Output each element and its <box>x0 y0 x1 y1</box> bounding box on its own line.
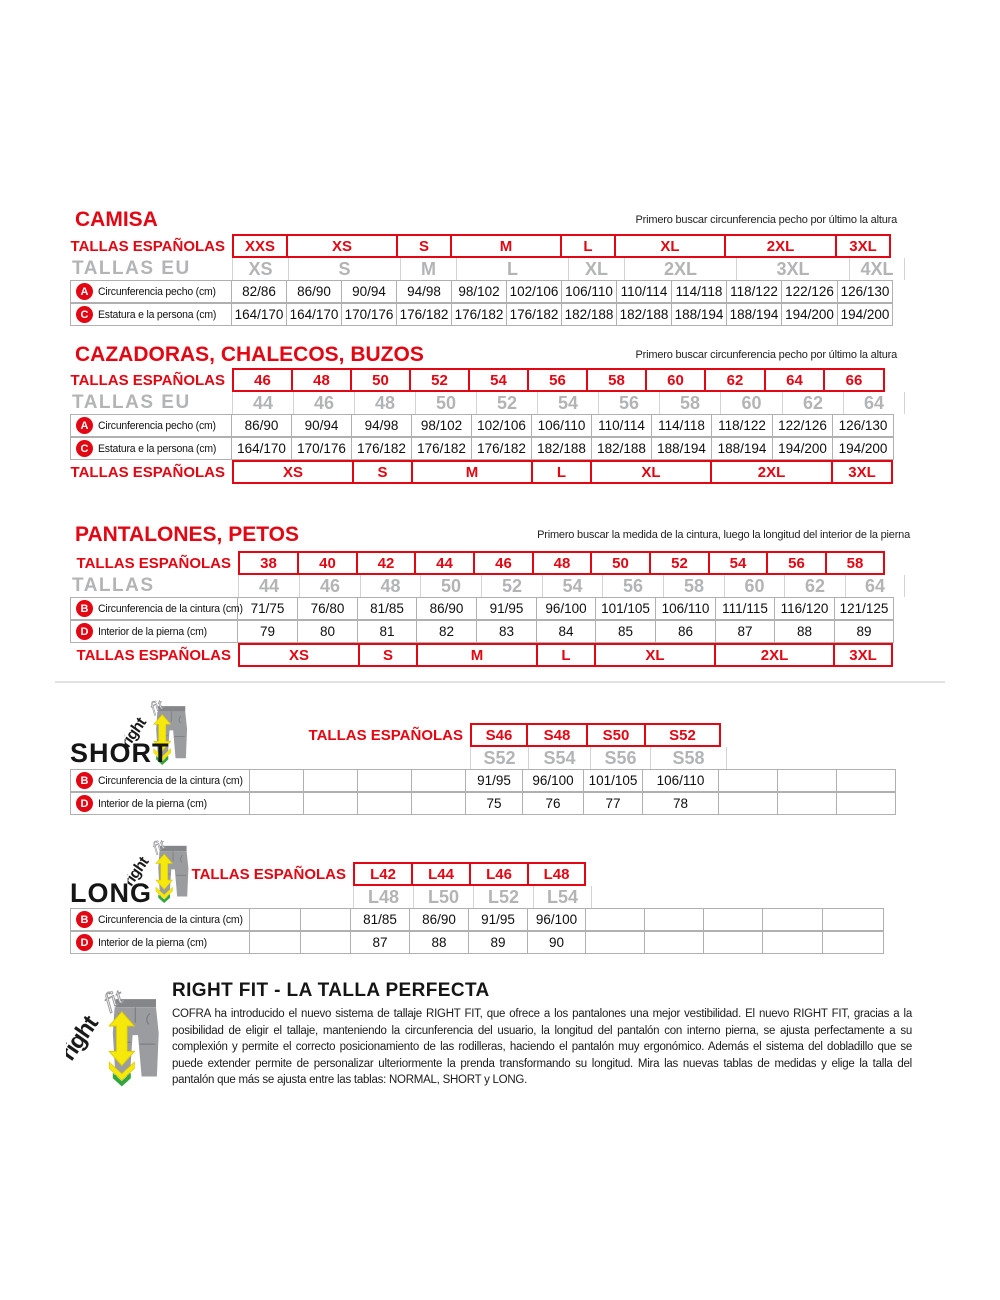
size-cell: 44 <box>238 575 299 597</box>
row-label: Estatura e la persona (cm) <box>98 308 217 321</box>
row-badge-c: C <box>76 440 93 457</box>
value-cell: 122/126 <box>772 414 833 437</box>
value-cell <box>411 769 466 792</box>
size-cell: L48 <box>527 862 586 886</box>
size-cell: 42 <box>356 551 416 575</box>
value-cell <box>249 908 301 931</box>
rightfit-logo-large <box>66 976 174 1096</box>
value-cell: 114/118 <box>671 280 727 303</box>
row-label: TALLAS ESPAÑOLAS <box>76 554 231 572</box>
value-cell: 188/194 <box>671 303 727 326</box>
row-label: TALLAS ESPAÑOLAS <box>191 865 346 883</box>
size-cell: 46 <box>293 392 354 414</box>
chart-row-red <box>60 368 905 392</box>
size-cell: XL <box>568 258 624 280</box>
size-cell: 52 <box>481 575 542 597</box>
long-title: LONG <box>70 878 152 908</box>
value-cell: 118/122 <box>711 414 773 437</box>
size-cell: S48 <box>526 723 588 747</box>
chart-row-red <box>60 862 884 886</box>
chart-row-red <box>60 643 905 667</box>
size-cell: S46 <box>470 723 528 747</box>
size-cell: S56 <box>590 747 650 769</box>
size-cell: S50 <box>586 723 646 747</box>
value-cell: 96/100 <box>536 597 596 620</box>
value-cell: 194/200 <box>832 437 894 460</box>
value-cell <box>303 769 358 792</box>
size-cell: 40 <box>297 551 358 575</box>
size-cell: XS <box>232 460 354 484</box>
size-cell: 54 <box>537 392 598 414</box>
value-cell: 85 <box>595 620 656 643</box>
chart-row-data <box>60 792 896 815</box>
value-cell <box>249 769 304 792</box>
row-label: TALLAS EU <box>72 392 191 413</box>
row-label: Estatura e la persona (cm) <box>98 442 217 455</box>
rightfit-title: RIGHT FIT - LA TALLA PERFECTA <box>172 980 490 1001</box>
size-cell: L46 <box>469 862 529 886</box>
value-cell: 176/182 <box>396 303 452 326</box>
value-cell <box>703 908 763 931</box>
size-cell: L52 <box>473 886 533 908</box>
value-cell: 170/176 <box>291 437 352 460</box>
chart-row-data <box>60 931 884 954</box>
value-cell: 106/110 <box>531 414 592 437</box>
value-cell: 176/182 <box>506 303 562 326</box>
size-cell: 60 <box>645 368 706 392</box>
pantalones-size-table <box>60 551 905 667</box>
value-cell <box>585 931 645 954</box>
value-cell: 176/182 <box>471 437 532 460</box>
pantalones-title: PANTALONES, PETOS <box>75 523 300 546</box>
chart-row-grayrow <box>60 258 905 280</box>
value-cell: 114/118 <box>651 414 712 437</box>
value-cell <box>300 908 351 931</box>
size-cell: S52 <box>470 747 528 769</box>
value-cell: 76 <box>522 792 584 815</box>
chart-row-data <box>60 303 905 326</box>
row-label-cell <box>60 368 232 392</box>
value-cell: 94/98 <box>351 414 412 437</box>
chart-row-grayrow <box>60 575 905 597</box>
size-cell: 44 <box>232 392 293 414</box>
size-cell: S <box>288 258 400 280</box>
row-label: Interior de la pierna (cm) <box>98 936 207 949</box>
value-cell <box>357 792 412 815</box>
row-badge-d: D <box>76 623 93 640</box>
size-cell: 64 <box>845 575 905 597</box>
value-cell: 80 <box>297 620 358 643</box>
size-cell: L44 <box>411 862 471 886</box>
value-cell <box>644 931 704 954</box>
chart-row-grayrow <box>60 747 896 769</box>
pantalones-note: Primero buscar la medida de la cintura, luego la longitud del interior de la pierna <box>537 529 910 541</box>
row-label-cell <box>60 747 470 769</box>
size-cell: 58 <box>825 551 885 575</box>
size-cell: 3XL <box>835 234 891 258</box>
size-cell: 56 <box>598 392 659 414</box>
row-badge-b: B <box>76 772 93 789</box>
chart-row-data <box>60 620 905 643</box>
value-cell <box>777 792 837 815</box>
size-cell: 64 <box>764 368 825 392</box>
size-cell: S <box>396 234 452 258</box>
size-cell: 48 <box>360 575 420 597</box>
size-cell: 50 <box>415 392 476 414</box>
row-badge-c: C <box>76 306 93 323</box>
value-cell <box>762 908 823 931</box>
size-cell: 2XL <box>724 234 837 258</box>
section-divider <box>55 681 945 683</box>
chart-row-red <box>60 234 905 258</box>
row-badge-a: A <box>76 283 93 300</box>
value-cell: 102/106 <box>506 280 562 303</box>
row-label-cell <box>60 575 238 597</box>
row-label-cell <box>60 258 232 280</box>
value-cell: 126/130 <box>832 414 894 437</box>
size-cell: S <box>352 460 413 484</box>
row-label: TALLAS EU <box>72 258 191 279</box>
value-cell: 106/110 <box>655 597 716 620</box>
chart-row-red <box>60 460 905 484</box>
chart-row-data <box>60 414 905 437</box>
short-title: SHORT <box>70 738 170 768</box>
value-cell: 164/170 <box>286 303 342 326</box>
value-cell: 86/90 <box>286 280 342 303</box>
size-cell: 48 <box>532 551 592 575</box>
value-cell <box>644 908 704 931</box>
value-cell: 106/110 <box>642 769 719 792</box>
row-label: Interior de la pierna (cm) <box>98 797 207 810</box>
row-label: Interior de la pierna (cm) <box>98 625 207 638</box>
value-cell: 98/102 <box>451 280 507 303</box>
value-cell: 118/122 <box>726 280 782 303</box>
size-cell: 54 <box>542 575 602 597</box>
value-cell: 89 <box>834 620 894 643</box>
long-size-table <box>60 862 884 954</box>
row-label-cell <box>60 862 353 886</box>
size-cell: 58 <box>586 368 647 392</box>
value-cell: 121/125 <box>834 597 894 620</box>
chart-row-data <box>60 908 884 931</box>
size-cell: 60 <box>724 575 784 597</box>
row-label-cell <box>60 234 232 258</box>
row-label-cell <box>70 769 250 792</box>
row-badge-b: B <box>76 600 93 617</box>
value-cell: 79 <box>237 620 298 643</box>
size-cell: 58 <box>659 392 720 414</box>
size-cell: L <box>560 234 616 258</box>
value-cell: 110/114 <box>591 414 652 437</box>
size-cell: L <box>531 460 592 484</box>
size-cell: 46 <box>299 575 360 597</box>
row-label-cell <box>70 303 232 326</box>
size-cell: 52 <box>476 392 537 414</box>
value-cell: 75 <box>465 792 523 815</box>
row-badge-b: B <box>76 911 93 928</box>
value-cell: 96/100 <box>527 908 586 931</box>
size-cell: XL <box>614 234 726 258</box>
value-cell: 176/182 <box>351 437 412 460</box>
size-cell: 3XL <box>736 258 849 280</box>
camisa-size-table <box>60 234 905 326</box>
value-cell <box>762 931 823 954</box>
size-cell: L42 <box>353 862 413 886</box>
size-cell: L50 <box>413 886 473 908</box>
size-cell: S52 <box>644 723 721 747</box>
value-cell: 101/105 <box>583 769 643 792</box>
row-label-cell <box>60 723 470 747</box>
size-cell: 46 <box>473 551 534 575</box>
value-cell: 82/86 <box>231 280 287 303</box>
size-cell: 2XL <box>710 460 833 484</box>
size-cell: 3XL <box>831 460 893 484</box>
size-cell: 62 <box>704 368 766 392</box>
size-cell: XS <box>232 258 288 280</box>
value-cell: 91/95 <box>465 769 523 792</box>
value-cell <box>822 908 884 931</box>
value-cell: 84 <box>536 620 596 643</box>
value-cell: 81/85 <box>350 908 410 931</box>
chart-row-data <box>60 769 896 792</box>
size-cell: M <box>416 643 538 667</box>
size-cell: 52 <box>409 368 470 392</box>
row-label-cell <box>70 280 232 303</box>
value-cell: 164/170 <box>231 437 292 460</box>
size-cell: S54 <box>528 747 590 769</box>
value-cell <box>836 792 896 815</box>
row-label: Circunferencia de la cintura (cm) <box>98 602 243 615</box>
rightfit-paragraph: COFRA ha introducido el nuevo sistema de tallaje RIGHT FIT, que ofrece a los pantalones una mejor vestibilidad. El nuevo RIGHT FIT, gracias a la posibilidad de eligir el tallaje, manteniendo la circunferencia del usuario, la longitud del pantalón con interno pierna, se ajusta perfectamente a su complexión y permite el correcto posicionamiento de las rodilleras, haciendo el pantalón muy ergonómico. Además el sistema del dobladillo que se puede extender permite de personalizar ulteriormente la prenda transformando su longitud. Mira las nuevas tablas de medidas y elige la talla del pantalón que más se ajusta entre las tablas: NORMAL, SHORT y LONG. <box>172 1008 912 1086</box>
chart-row-data <box>60 437 905 460</box>
row-badge-d: D <box>76 934 93 951</box>
value-cell: 81 <box>357 620 417 643</box>
chart-row-grayrow <box>60 886 884 908</box>
size-cell: 4XL <box>849 258 905 280</box>
value-cell: 170/176 <box>341 303 397 326</box>
cazadoras-title: CAZADORAS, CHALECOS, BUZOS <box>75 343 424 366</box>
row-label: Circunferencia pecho (cm) <box>98 419 216 432</box>
row-label: TALLAS ESPAÑOLAS <box>70 237 225 255</box>
size-cell: 48 <box>354 392 415 414</box>
row-label-cell <box>70 414 232 437</box>
value-cell <box>249 931 301 954</box>
size-cell: 58 <box>663 575 724 597</box>
size-cell: L <box>456 258 568 280</box>
value-cell: 77 <box>583 792 643 815</box>
size-cell: 62 <box>784 575 845 597</box>
row-label-cell <box>70 792 250 815</box>
row-label-cell <box>70 437 232 460</box>
value-cell: 116/120 <box>774 597 835 620</box>
value-cell <box>718 769 778 792</box>
value-cell <box>703 931 763 954</box>
size-cell: 50 <box>420 575 481 597</box>
value-cell: 111/115 <box>715 597 775 620</box>
value-cell <box>585 908 645 931</box>
value-cell: 71/75 <box>237 597 298 620</box>
row-badge-a: A <box>76 417 93 434</box>
value-cell: 88 <box>409 931 469 954</box>
chart-row-red <box>60 723 896 747</box>
value-cell: 122/126 <box>781 280 838 303</box>
size-cell: 60 <box>720 392 782 414</box>
value-cell: 176/182 <box>411 437 472 460</box>
size-cell: XXS <box>232 234 288 258</box>
size-cell: 52 <box>649 551 710 575</box>
value-cell <box>836 769 896 792</box>
value-cell <box>303 792 358 815</box>
size-cell: M <box>411 460 533 484</box>
size-cell: 56 <box>602 575 663 597</box>
size-cell: M <box>400 258 456 280</box>
value-cell: 91/95 <box>476 597 537 620</box>
row-label-cell <box>70 908 250 931</box>
row-badge-d: D <box>76 795 93 812</box>
size-cell: S58 <box>650 747 727 769</box>
size-cell: 56 <box>527 368 588 392</box>
short-size-table <box>60 723 896 815</box>
row-label-cell <box>70 620 238 643</box>
value-cell: 194/200 <box>781 303 838 326</box>
value-cell: 86 <box>655 620 716 643</box>
size-cell: 38 <box>238 551 299 575</box>
value-cell: 87 <box>715 620 775 643</box>
size-cell: 3XL <box>833 643 893 667</box>
value-cell: 76/80 <box>297 597 358 620</box>
size-cell: 2XL <box>714 643 835 667</box>
size-cell: 2XL <box>624 258 736 280</box>
size-cell: 62 <box>782 392 843 414</box>
size-cell: 64 <box>843 392 905 414</box>
size-cell: M <box>450 234 562 258</box>
value-cell <box>300 931 351 954</box>
size-cell: 54 <box>468 368 529 392</box>
chart-row-data <box>60 597 905 620</box>
size-cell: L <box>536 643 596 667</box>
row-label: TALLAS <box>72 575 155 596</box>
size-cell: L48 <box>353 886 413 908</box>
size-cell: XL <box>590 460 712 484</box>
row-label: Circunferencia de la cintura (cm) <box>98 774 243 787</box>
size-cell: L54 <box>533 886 592 908</box>
value-cell: 182/188 <box>561 303 617 326</box>
size-cell: 44 <box>414 551 475 575</box>
row-label-cell <box>70 597 243 620</box>
chart-row-grayrow <box>60 392 905 414</box>
row-label-cell <box>70 931 250 954</box>
row-label: Circunferencia pecho (cm) <box>98 285 216 298</box>
value-cell: 182/188 <box>591 437 652 460</box>
value-cell: 81/85 <box>357 597 417 620</box>
cazadoras-size-table <box>60 368 905 484</box>
value-cell: 88 <box>774 620 835 643</box>
camisa-title: CAMISA <box>75 208 158 231</box>
value-cell <box>718 792 778 815</box>
value-cell: 98/102 <box>411 414 472 437</box>
value-cell: 188/194 <box>711 437 773 460</box>
size-cell: S <box>358 643 418 667</box>
size-cell: 50 <box>350 368 411 392</box>
row-label: TALLAS ESPAÑOLAS <box>76 646 231 664</box>
chart-row-data <box>60 280 905 303</box>
size-cell: XS <box>286 234 398 258</box>
size-cell: XL <box>594 643 716 667</box>
chart-row-red <box>60 551 905 575</box>
value-cell: 176/182 <box>451 303 507 326</box>
value-cell: 86/90 <box>231 414 292 437</box>
value-cell: 83 <box>476 620 537 643</box>
value-cell: 182/188 <box>531 437 592 460</box>
row-label: Circunferencia de la cintura (cm) <box>98 913 243 926</box>
value-cell: 96/100 <box>522 769 584 792</box>
value-cell <box>777 769 837 792</box>
size-cell: 56 <box>766 551 827 575</box>
value-cell <box>822 931 884 954</box>
value-cell: 194/200 <box>772 437 833 460</box>
cazadoras-note: Primero buscar circunferencia pecho por último la altura <box>635 349 897 361</box>
value-cell: 182/188 <box>616 303 672 326</box>
value-cell: 91/95 <box>468 908 528 931</box>
value-cell: 90 <box>527 931 586 954</box>
size-cell: 54 <box>708 551 768 575</box>
value-cell: 110/114 <box>616 280 672 303</box>
value-cell: 82 <box>416 620 477 643</box>
value-cell <box>357 769 412 792</box>
row-label-cell <box>60 392 232 414</box>
value-cell: 89 <box>468 931 528 954</box>
size-cell: 50 <box>590 551 651 575</box>
value-cell: 90/94 <box>341 280 397 303</box>
row-label-cell <box>60 886 353 908</box>
value-cell: 194/200 <box>837 303 893 326</box>
row-label-cell <box>60 551 238 575</box>
camisa-note: Primero buscar circunferencia pecho por último la altura <box>635 214 897 226</box>
row-label-cell <box>60 643 238 667</box>
value-cell: 164/170 <box>231 303 287 326</box>
size-cell: XS <box>238 643 360 667</box>
row-label: TALLAS ESPAÑOLAS <box>308 726 463 744</box>
row-label: TALLAS ESPAÑOLAS <box>70 463 225 481</box>
size-cell: 48 <box>291 368 352 392</box>
size-cell: 66 <box>823 368 885 392</box>
value-cell: 101/105 <box>595 597 656 620</box>
value-cell: 106/110 <box>561 280 617 303</box>
value-cell: 78 <box>642 792 719 815</box>
value-cell: 102/106 <box>471 414 532 437</box>
value-cell: 126/130 <box>837 280 893 303</box>
row-label: TALLAS ESPAÑOLAS <box>70 371 225 389</box>
size-cell: 46 <box>232 368 293 392</box>
value-cell <box>249 792 304 815</box>
value-cell: 86/90 <box>409 908 469 931</box>
value-cell <box>411 792 466 815</box>
value-cell: 94/98 <box>396 280 452 303</box>
value-cell: 90/94 <box>291 414 352 437</box>
value-cell: 87 <box>350 931 410 954</box>
value-cell: 188/194 <box>726 303 782 326</box>
row-label-cell <box>60 460 232 484</box>
value-cell: 86/90 <box>416 597 477 620</box>
value-cell: 188/194 <box>651 437 712 460</box>
